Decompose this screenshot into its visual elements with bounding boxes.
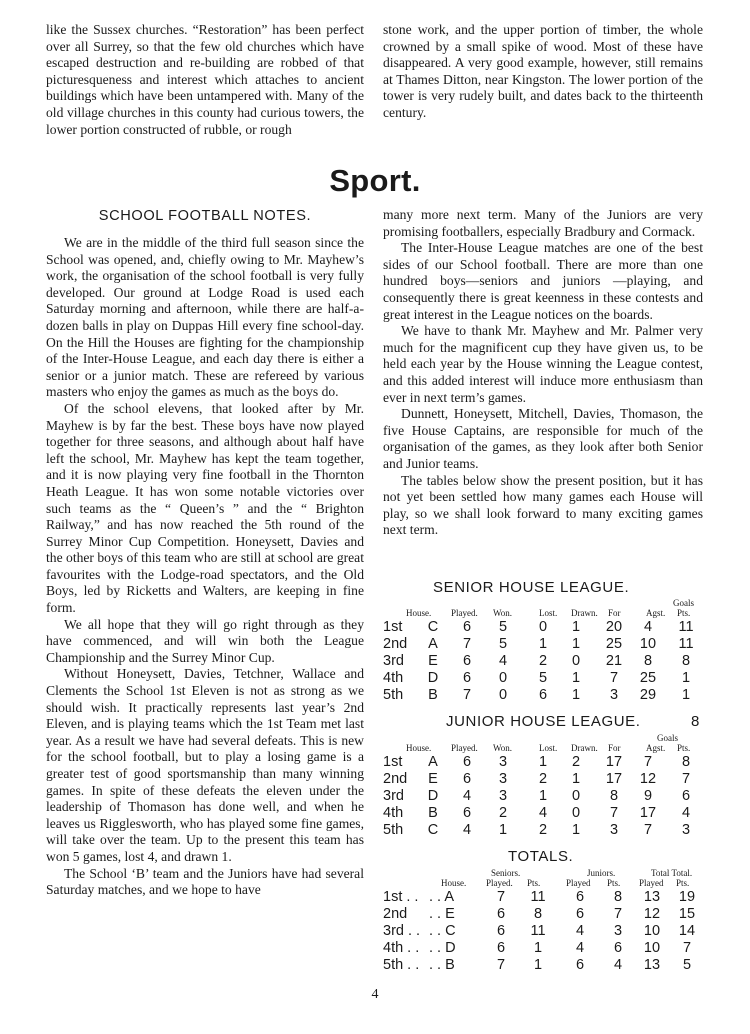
rank-cell: 5th xyxy=(383,822,404,838)
header-seniors-played: Played. xyxy=(486,878,513,888)
j_pts-cell: 7 xyxy=(613,906,623,922)
pts-cell: 3 xyxy=(681,822,691,838)
table-row xyxy=(383,653,713,670)
header-house: House. xyxy=(406,743,432,753)
header-pts: Pts. xyxy=(677,743,691,753)
rank-cell: 2nd xyxy=(383,906,408,922)
lost-cell: 2 xyxy=(538,822,548,838)
lost-cell: 2 xyxy=(538,653,548,669)
house-cell: A xyxy=(428,636,438,652)
won-cell: 3 xyxy=(498,788,508,804)
page-number: 4 xyxy=(371,987,379,1002)
played-cell: 6 xyxy=(462,771,472,787)
rank-cell: 3rd xyxy=(383,788,404,804)
table-row xyxy=(383,619,713,636)
played-cell: 7 xyxy=(462,687,472,703)
header-played: Played. xyxy=(451,743,478,753)
s_pts-cell: 8 xyxy=(533,906,543,922)
s_pts-cell: 11 xyxy=(530,889,546,905)
table-row xyxy=(383,940,713,957)
for-cell: 21 xyxy=(605,653,623,669)
rank-cell: 1st xyxy=(383,754,403,770)
house-cell: E xyxy=(428,771,438,787)
drawn-cell: 0 xyxy=(571,788,581,804)
house-cell: E xyxy=(428,653,438,669)
group-juniors: Juniors. xyxy=(587,868,616,878)
header-won: Won. xyxy=(493,743,513,753)
house-cell: C xyxy=(427,822,439,838)
table-row xyxy=(383,822,713,839)
house-cell: B xyxy=(428,687,438,703)
agst-cell: 25 xyxy=(639,670,657,686)
won-cell: 4 xyxy=(498,653,508,669)
played-cell: 6 xyxy=(462,653,472,669)
won-cell: 5 xyxy=(498,636,508,652)
s_played-cell: 6 xyxy=(496,906,506,922)
t_played-cell: 10 xyxy=(643,923,661,939)
agst-cell: 7 xyxy=(643,754,653,770)
senior-league-title: SENIOR HOUSE LEAGUE. xyxy=(433,579,630,596)
lost-cell: 2 xyxy=(538,771,548,787)
lost-cell: 1 xyxy=(538,754,548,770)
group-total: Total Total. xyxy=(651,868,693,878)
played-cell: 6 xyxy=(462,754,472,770)
header-won: Won. xyxy=(493,608,513,618)
for-cell: 7 xyxy=(609,805,619,821)
right-paragraph: We have to thank Mr. Mayhew and Mr. Palmer very much for the magnificent cup they have given us, to be held each year by the House winning the League contest, and this added interest will induce more enthusiasm than ever in next term’s games. xyxy=(383,323,703,405)
house-cell: . . D xyxy=(429,940,456,956)
house-cell: . . E xyxy=(429,906,455,922)
right-column xyxy=(383,207,703,539)
pts-cell: 1 xyxy=(681,687,691,703)
lost-cell: 1 xyxy=(538,636,548,652)
s_played-cell: 6 xyxy=(496,940,506,956)
played-cell: 6 xyxy=(462,619,472,635)
won-cell: 1 xyxy=(498,822,508,838)
drawn-cell: 1 xyxy=(571,687,581,703)
rank-cell: 4th . . xyxy=(383,940,420,956)
agst-cell: 10 xyxy=(639,636,657,652)
drawn-cell: 1 xyxy=(571,636,581,652)
for-cell: 3 xyxy=(609,687,619,703)
t_played-cell: 13 xyxy=(643,889,661,905)
header-house: House. xyxy=(406,608,432,618)
table-row xyxy=(383,670,713,687)
won-cell: 2 xyxy=(498,805,508,821)
house-cell: . . C xyxy=(429,923,456,939)
left-paragraph: Without Honeysett, Davies, Tetchner, Wallace and Clements the School 1st Eleven is not as strong as we should wish. It practically represents last year’s 2nd Eleven, and is playing teams which the 1st Team met last year. As a result we have had several defeats. This is new for the school football, but to play a losing game is a greater test of good sportsmanship than many winning games. In spite of these defeats the eleven under the leadership of Thomason has done well, and when he leaves us Rigglesworth, who has played some fine games, will take over the team. Up to the present this team has won 5 games, lost 4, and drawn 1. xyxy=(46,666,364,864)
left-column xyxy=(46,208,364,899)
header-played: Played. xyxy=(451,608,478,618)
top-right-column xyxy=(383,22,703,122)
t_pts-cell: 15 xyxy=(678,906,696,922)
rank-cell: 2nd xyxy=(383,636,408,652)
pts-cell: 7 xyxy=(681,771,691,787)
table-row xyxy=(383,771,713,788)
drawn-cell: 2 xyxy=(571,754,581,770)
drawn-cell: 1 xyxy=(571,619,581,635)
won-cell: 0 xyxy=(498,687,508,703)
t_played-cell: 12 xyxy=(643,906,661,922)
right-paragraph: The tables below show the present position, but it has not yet been settled how many games each House will play, so we shall look forward to many exciting games next term. xyxy=(383,472,703,538)
lost-cell: 1 xyxy=(538,788,548,804)
j_played-cell: 6 xyxy=(575,957,585,973)
junior-league-title: JUNIOR HOUSE LEAGUE. xyxy=(446,713,641,730)
rank-cell: 4th xyxy=(383,805,404,821)
rank-cell: 5th . . xyxy=(383,957,420,973)
played-cell: 7 xyxy=(462,636,472,652)
right-paragraph: Dunnett, Honeysett, Mitchell, Davies, Thomason, the five House Captains, are responsible for much of the organisation of the games, as they look after both Senior and Junior teams. xyxy=(383,406,703,471)
top-left-paragraph: like the Sussex churches. “Restoration” has been perfect over all Surrey, so that the few old churches which have escaped destruction and re-building are robbed of that picturesqueness and interest which attaches to ancient buildings which have been untampered with. Many of the old village churches in this county had curious towers, the lower portion constructed of rubble, or rough xyxy=(46,22,364,137)
header-juniors-pts: Pts. xyxy=(607,878,621,888)
played-cell: 4 xyxy=(462,788,472,804)
left-paragraph: Of the school elevens, that looked after by Mr. Mayhew is by far the best. These boys have now played together for three seasons, and although about half have left the school, Mr. Mayhew has kept the team together, and it is now playing very fine football in the Thornton Heath League. It has won some notable victories over such teams as the “ Queen’s ” and the “ Brighton Railway,” and has now reached the 5th round of the Surrey Minor Cup Competition. Honeysett, Davies and the other boys of this team who are still at school are great favourites with the Lodge-road spectators, and the Old Boys, led by Ricketts and Walters, are keeping in fine form. xyxy=(46,400,364,616)
agst-cell: 4 xyxy=(643,619,653,635)
agst-cell: 17 xyxy=(639,805,657,821)
junior-league-title-suffix: 8 xyxy=(691,713,700,730)
lost-cell: 4 xyxy=(538,805,548,821)
house-cell: C xyxy=(427,619,439,635)
table-row xyxy=(383,754,713,771)
s_played-cell: 7 xyxy=(496,889,506,905)
goals-header: Goals xyxy=(657,733,678,743)
for-cell: 7 xyxy=(609,670,619,686)
header-house: House. xyxy=(441,878,467,888)
j_pts-cell: 8 xyxy=(613,889,623,905)
j_pts-cell: 4 xyxy=(613,957,623,973)
left-paragraph: We are in the middle of the third full season since the School was opened, and, chiefly owing to Mr. Mayhew’s work, the organisation of the school football is very fully developed. Our ground at Lodge Road is used each Saturday morning and afternoon, while there are half-a-dozen balls in play on Duppas Hill every fine school-day. On the Hill the Houses are fighting for the championship of the Inter-House League, and each day there is either a senior or a junior match. These are refereed by various masters who enjoy the games as much as the boys do. xyxy=(46,235,364,400)
lost-cell: 6 xyxy=(538,687,548,703)
t_pts-cell: 5 xyxy=(682,957,692,973)
house-cell: . . B xyxy=(429,957,455,973)
section-title: Sport. xyxy=(329,163,421,198)
header-agst: Agst. xyxy=(646,608,666,618)
t_pts-cell: 7 xyxy=(682,940,692,956)
top-left-column xyxy=(46,22,364,138)
top-right-paragraph: stone work, and the upper portion of timber, the whole crowned by a small spike of wood. Most of these have disappeared. A very good example, however, still remains at Thames Ditton, near Kingston. The lower portion of the tower is very rudely built, and dates back to the thirteenth century. xyxy=(383,22,703,120)
drawn-cell: 1 xyxy=(571,822,581,838)
table-row xyxy=(383,805,713,822)
agst-cell: 12 xyxy=(639,771,657,787)
rank-cell: 2nd xyxy=(383,771,408,787)
table-row xyxy=(383,636,713,653)
drawn-cell: 1 xyxy=(571,670,581,686)
rank-cell: 1st . . xyxy=(383,889,419,905)
rank-cell: 3rd . . xyxy=(383,923,421,939)
goals-header: Goals xyxy=(673,598,694,608)
s_played-cell: 7 xyxy=(496,957,506,973)
won-cell: 3 xyxy=(498,771,508,787)
agst-cell: 9 xyxy=(643,788,653,804)
house-cell: . . A xyxy=(429,889,454,905)
j_pts-cell: 6 xyxy=(613,940,623,956)
pts-cell: 4 xyxy=(681,805,691,821)
played-cell: 6 xyxy=(462,805,472,821)
s_pts-cell: 1 xyxy=(533,957,543,973)
right-paragraph: The Inter-House League matches are one of the best sides of our School football. There are more than one hundred boys—seniors and juniors —playing, and consequently there is great keenness in these contests and great interest in the League notices on the boards. xyxy=(383,240,703,322)
table-row xyxy=(383,788,713,805)
totals-title: TOTALS. xyxy=(508,848,574,865)
pts-cell: 6 xyxy=(681,788,691,804)
subheading: SCHOOL FOOTBALL NOTES. xyxy=(98,208,312,224)
header-drawn: Drawn. xyxy=(571,743,598,753)
won-cell: 5 xyxy=(498,619,508,635)
for-cell: 17 xyxy=(605,771,623,787)
header-total-played: Played xyxy=(639,878,664,888)
right-paragraph: many more next term. Many of the Juniors are very promising footballers, especially Bradbury and Cormack. xyxy=(383,207,703,239)
header-for: For xyxy=(608,608,621,618)
for-cell: 25 xyxy=(605,636,623,652)
for-cell: 20 xyxy=(605,619,623,635)
table-row xyxy=(383,906,713,923)
pts-cell: 1 xyxy=(681,670,691,686)
t_pts-cell: 14 xyxy=(678,923,696,939)
table-row xyxy=(383,687,713,704)
for-cell: 3 xyxy=(609,822,619,838)
t_pts-cell: 19 xyxy=(678,889,696,905)
j_played-cell: 4 xyxy=(575,923,585,939)
rank-cell: 5th xyxy=(383,687,404,703)
left-paragraph: The School ‘B’ team and the Juniors have had several Saturday matches, and we hope to have xyxy=(46,865,364,898)
s_played-cell: 6 xyxy=(496,923,506,939)
house-cell: A xyxy=(428,754,438,770)
lost-cell: 0 xyxy=(538,619,548,635)
agst-cell: 8 xyxy=(643,653,653,669)
header-agst: Agst. xyxy=(646,743,666,753)
t_played-cell: 10 xyxy=(643,940,661,956)
won-cell: 3 xyxy=(498,754,508,770)
won-cell: 0 xyxy=(498,670,508,686)
table-row xyxy=(383,923,713,940)
header-total-pts: Pts. xyxy=(676,878,690,888)
for-cell: 8 xyxy=(609,788,619,804)
s_pts-cell: 11 xyxy=(530,923,546,939)
played-cell: 4 xyxy=(462,822,472,838)
house-cell: D xyxy=(427,670,439,686)
rank-cell: 1st xyxy=(383,619,403,635)
group-seniors: Seniors. xyxy=(491,868,521,878)
house-cell: B xyxy=(428,805,438,821)
agst-cell: 7 xyxy=(643,822,653,838)
for-cell: 17 xyxy=(605,754,623,770)
pts-cell: 8 xyxy=(681,653,691,669)
lost-cell: 5 xyxy=(538,670,548,686)
header-pts: Pts. xyxy=(677,608,691,618)
played-cell: 6 xyxy=(462,670,472,686)
j_pts-cell: 3 xyxy=(613,923,623,939)
header-lost: Lost. xyxy=(539,608,558,618)
j_played-cell: 6 xyxy=(575,906,585,922)
table-row xyxy=(383,957,713,974)
j_played-cell: 6 xyxy=(575,889,585,905)
header-for: For xyxy=(608,743,621,753)
drawn-cell: 1 xyxy=(571,771,581,787)
j_played-cell: 4 xyxy=(575,940,585,956)
header-juniors-played: Played xyxy=(566,878,591,888)
pts-cell: 11 xyxy=(678,619,694,635)
rank-cell: 4th xyxy=(383,670,404,686)
rank-cell: 3rd xyxy=(383,653,404,669)
left-paragraph: We all hope that they will go right through as they have commenced, and will win both the League Championship and the Surrey Minor Cup. xyxy=(46,616,364,665)
t_played-cell: 13 xyxy=(643,957,661,973)
header-seniors-pts: Pts. xyxy=(527,878,541,888)
table-row xyxy=(383,889,713,906)
drawn-cell: 0 xyxy=(571,653,581,669)
house-cell: D xyxy=(427,788,439,804)
drawn-cell: 0 xyxy=(571,805,581,821)
header-drawn: Drawn. xyxy=(571,608,598,618)
s_pts-cell: 1 xyxy=(533,940,543,956)
pts-cell: 11 xyxy=(678,636,694,652)
agst-cell: 29 xyxy=(639,687,657,703)
pts-cell: 8 xyxy=(681,754,691,770)
header-lost: Lost. xyxy=(539,743,558,753)
